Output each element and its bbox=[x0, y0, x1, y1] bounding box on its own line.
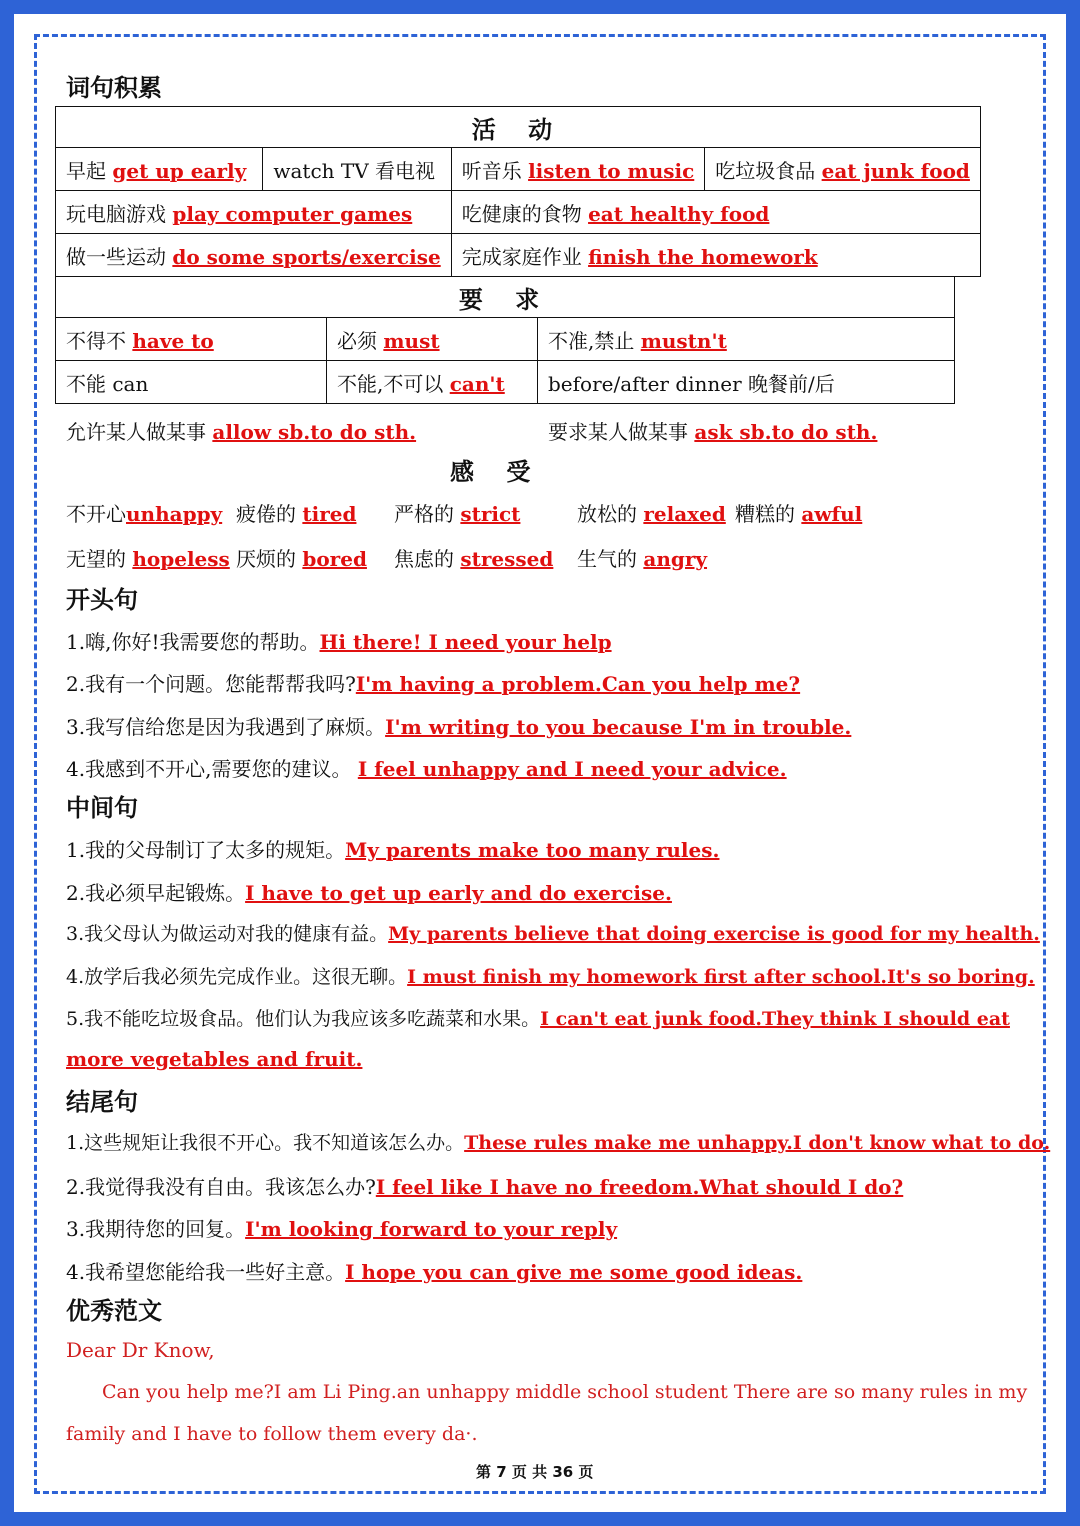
vocab-zh: 要求某人做某事 bbox=[548, 420, 688, 444]
vocab-zh: 不开心 bbox=[66, 502, 126, 526]
sentence-en: I hope you can give me some good ideas. bbox=[345, 1260, 803, 1284]
vocab-item bbox=[394, 543, 553, 572]
sentence-zh: 1.嗨,你好!我需要您的帮助。 bbox=[66, 630, 320, 654]
vocab-en: eat junk food bbox=[821, 158, 970, 183]
sentence-zh: 4.放学后我必须先完成作业。这很无聊。 bbox=[66, 966, 408, 988]
vocab-zh: 不准,禁止 bbox=[548, 328, 635, 353]
vocab-en: must bbox=[383, 328, 440, 353]
sentence-zh: 2.我有一个问题。您能帮帮我吗? bbox=[66, 672, 356, 696]
vocab-zh: 做一些运动 bbox=[66, 244, 166, 269]
sample-title: 优秀范文 bbox=[66, 1297, 162, 1325]
vocab-en: get up early bbox=[112, 158, 247, 183]
sentence-en: Hi there! I need your help bbox=[319, 630, 612, 654]
sentence-zh: 3.我写信给您是因为我遇到了麻烦。 bbox=[66, 715, 386, 739]
activities-table bbox=[55, 106, 981, 277]
vocab-item bbox=[66, 543, 230, 572]
sentence-zh: 4.我感到不开心,需要您的建议。 bbox=[66, 757, 352, 781]
sentence-line bbox=[66, 1004, 1010, 1031]
vocab-en: stressed bbox=[460, 547, 554, 571]
vocab-cell bbox=[56, 148, 263, 191]
vocab-en: finish the homework bbox=[588, 244, 818, 269]
vocab-en: awful bbox=[801, 502, 863, 526]
vocab-line bbox=[548, 416, 877, 445]
vocab-zh: 生气的 bbox=[577, 547, 637, 571]
requirements-table bbox=[55, 276, 955, 404]
vocab-zh: 无望的 bbox=[66, 547, 126, 571]
sentence-line bbox=[66, 711, 851, 740]
sentence-en: My parents believe that doing exercise is good for my health. bbox=[388, 923, 1040, 945]
sentence-line bbox=[66, 753, 787, 782]
sentence-line bbox=[66, 668, 800, 697]
opening-title: 开头句 bbox=[66, 586, 138, 614]
vocab-zh: before/after dinner 晚餐前/后 bbox=[548, 371, 835, 396]
sentence-line bbox=[66, 1213, 617, 1242]
sentence-en: I'm looking forward to your reply bbox=[245, 1217, 618, 1241]
sentence-zh: 1.我的父母制订了太多的规矩。 bbox=[66, 838, 346, 862]
vocab-item bbox=[236, 543, 367, 572]
sentence-en: I'm having a problem.Can you help me? bbox=[355, 672, 801, 696]
sentence-en: These rules make me unhappy.I don't know what to do. bbox=[464, 1132, 1051, 1154]
sentence-en: more vegetables and fruit. bbox=[66, 1047, 363, 1071]
vocab-zh: watch TV 看电视 bbox=[273, 158, 436, 183]
vocab-zh: 不得不 bbox=[66, 328, 126, 353]
section-title-vocab: 词句积累 bbox=[66, 74, 162, 102]
vocab-zh: 焦虑的 bbox=[394, 547, 454, 571]
vocab-line bbox=[66, 416, 416, 445]
vocab-zh: 必须 bbox=[337, 328, 377, 353]
table-row bbox=[56, 318, 955, 361]
vocab-cell bbox=[327, 318, 538, 361]
vocab-zh: 疲倦的 bbox=[236, 502, 296, 526]
vocab-zh: 不能,不可以 bbox=[337, 371, 444, 396]
vocab-zh: 玩电脑游戏 bbox=[66, 201, 166, 226]
sentence-en: I feel like I have no freedom.What should I do? bbox=[375, 1175, 904, 1199]
sentence-en: I can't eat junk food.They think I should eat bbox=[540, 1008, 1010, 1030]
sentence-zh: 2.我觉得我没有自由。我该怎么办? bbox=[66, 1175, 376, 1199]
vocab-cell bbox=[263, 148, 451, 191]
vocab-en: can't bbox=[449, 371, 505, 396]
vocab-cell bbox=[56, 191, 452, 234]
sentence-continuation bbox=[66, 1047, 362, 1071]
vocab-en: hopeless bbox=[132, 547, 230, 571]
vocab-zh: 放松的 bbox=[577, 502, 637, 526]
sentence-zh: 5.我不能吃垃圾食品。他们认为我应该多吃蔬菜和水果。 bbox=[66, 1008, 541, 1030]
sentence-zh: 4.我希望您能给我一些好主意。 bbox=[66, 1260, 346, 1284]
vocab-zh: 完成家庭作业 bbox=[461, 244, 582, 269]
sentence-line bbox=[66, 1256, 802, 1285]
page-number: 第 7 页 共 36 页 bbox=[476, 1463, 594, 1481]
feelings-title: 感 受 bbox=[450, 458, 543, 486]
vocab-cell bbox=[56, 234, 452, 277]
vocab-en: tired bbox=[302, 502, 357, 526]
vocab-cell bbox=[705, 148, 981, 191]
vocab-zh: 吃垃圾食品 bbox=[715, 158, 816, 183]
vocab-en: mustn't bbox=[640, 328, 727, 353]
vocab-cell bbox=[451, 148, 705, 191]
vocab-en: strict bbox=[460, 502, 521, 526]
vocab-en: bored bbox=[302, 547, 367, 571]
table-row bbox=[56, 191, 981, 234]
vocab-cell bbox=[538, 361, 955, 404]
activities-title: 活 动 bbox=[56, 107, 981, 148]
vocab-item bbox=[577, 498, 726, 527]
vocab-item bbox=[394, 498, 520, 527]
letter-greeting: Dear Dr Know, bbox=[66, 1338, 215, 1362]
vocab-zh: 吃健康的食物 bbox=[461, 201, 582, 226]
vocab-en: eat healthy food bbox=[588, 201, 770, 226]
vocab-zh: 严格的 bbox=[394, 502, 454, 526]
table-row bbox=[56, 234, 981, 277]
vocab-cell bbox=[451, 191, 980, 234]
vocab-en: angry bbox=[643, 547, 708, 571]
vocab-item bbox=[735, 498, 862, 527]
sentence-line bbox=[66, 962, 1035, 989]
sentence-line bbox=[66, 834, 719, 863]
sentence-line bbox=[66, 919, 1040, 946]
letter-line: Can you help me?I am Li Ping.an unhappy middle school student There are so many rules in my bbox=[102, 1381, 1028, 1403]
middle-title: 中间句 bbox=[66, 794, 138, 822]
sentence-en: My parents make too many rules. bbox=[345, 838, 720, 862]
vocab-zh: 不能 can bbox=[66, 371, 149, 396]
vocab-en: listen to music bbox=[528, 158, 695, 183]
vocab-cell bbox=[451, 234, 980, 277]
vocab-cell bbox=[538, 318, 955, 361]
vocab-zh: 早起 bbox=[66, 158, 106, 183]
vocab-en: allow sb.to do sth. bbox=[212, 420, 417, 444]
sentence-line bbox=[66, 1128, 1050, 1155]
vocab-en: unhappy bbox=[126, 502, 223, 526]
sentence-en: I'm writing to you because I'm in trouble. bbox=[385, 715, 852, 739]
sentence-line bbox=[66, 877, 672, 906]
vocab-zh: 听音乐 bbox=[461, 158, 522, 183]
sentence-line bbox=[66, 1171, 903, 1200]
vocab-en: relaxed bbox=[643, 502, 726, 526]
table-row bbox=[56, 361, 955, 404]
vocab-cell bbox=[56, 318, 327, 361]
sentence-line bbox=[66, 626, 612, 655]
vocab-en: ask sb.to do sth. bbox=[694, 420, 878, 444]
requirements-title: 要 求 bbox=[56, 277, 955, 318]
letter-line: family and I have to follow them every da·. bbox=[66, 1423, 478, 1445]
sentence-zh: 2.我必须早起锻炼。 bbox=[66, 881, 246, 905]
vocab-zh: 糟糕的 bbox=[735, 502, 795, 526]
vocab-item bbox=[66, 498, 222, 527]
vocab-item bbox=[577, 543, 707, 572]
vocab-cell bbox=[56, 361, 327, 404]
vocab-zh: 允许某人做某事 bbox=[66, 420, 206, 444]
sentence-zh: 1.这些规矩让我很不开心。我不知道该怎么办。 bbox=[66, 1132, 465, 1154]
sentence-zh: 3.我期待您的回复。 bbox=[66, 1217, 246, 1241]
closing-title: 结尾句 bbox=[66, 1088, 138, 1116]
vocab-en: do some sports/exercise bbox=[172, 244, 441, 269]
vocab-item bbox=[236, 498, 356, 527]
vocab-en: play computer games bbox=[172, 201, 413, 226]
vocab-zh: 厌烦的 bbox=[236, 547, 296, 571]
sentence-en: I feel unhappy and I need your advice. bbox=[357, 757, 787, 781]
sentence-zh: 3.我父母认为做运动对我的健康有益。 bbox=[66, 923, 389, 945]
vocab-cell bbox=[327, 361, 538, 404]
sentence-en: I have to get up early and do exercise. bbox=[245, 881, 672, 905]
table-row bbox=[56, 148, 981, 191]
sentence-en: I must finish my homework first after school.It's so boring. bbox=[407, 966, 1035, 988]
vocab-en: have to bbox=[132, 328, 214, 353]
